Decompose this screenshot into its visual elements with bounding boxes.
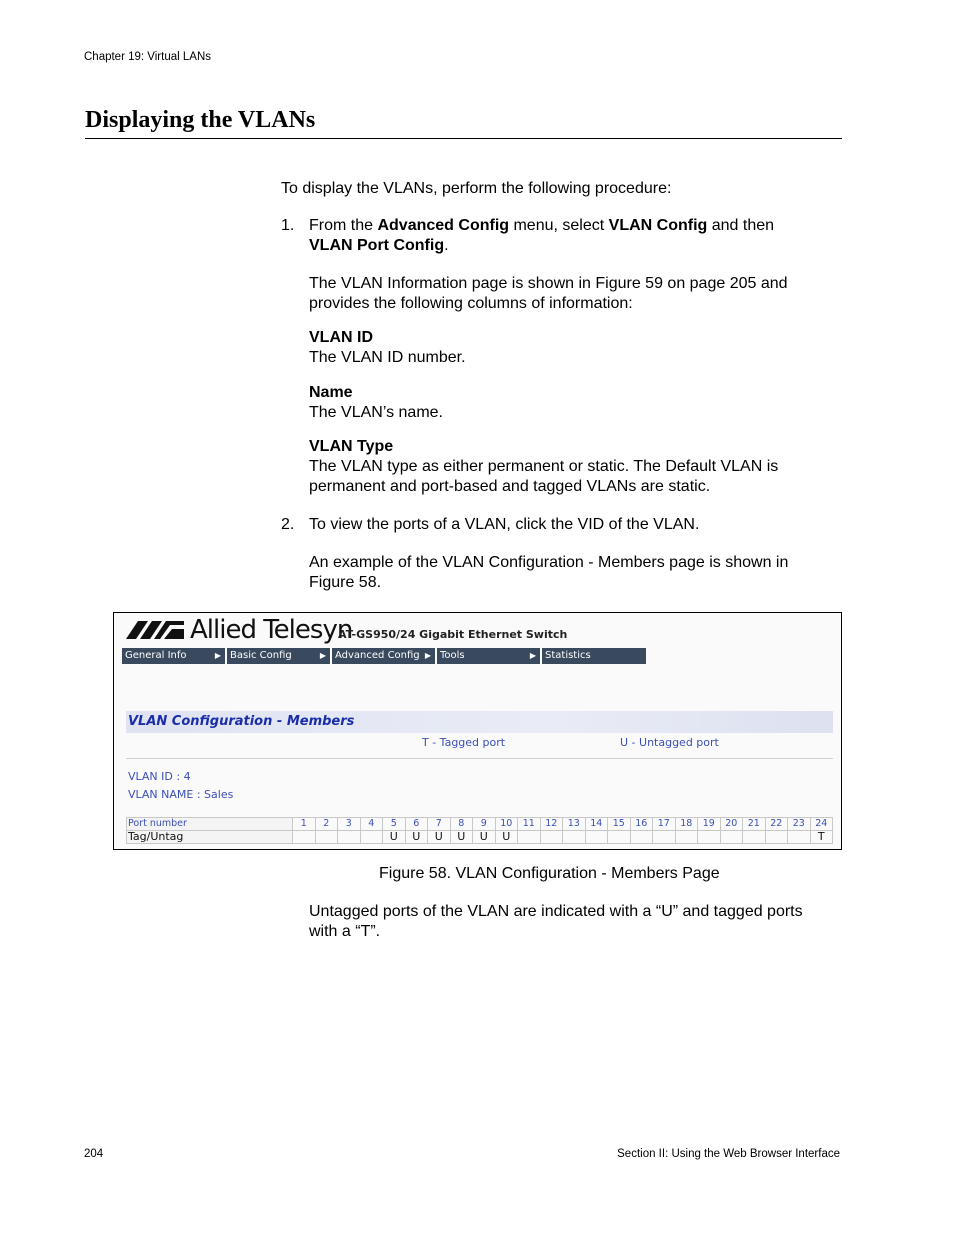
port-number-cell[interactable]: 10 (495, 818, 518, 831)
port-number-cell[interactable]: 3 (338, 818, 361, 831)
triangle-right-icon: ▶ (529, 651, 536, 660)
port-number-cell[interactable]: 8 (450, 818, 473, 831)
figure-screenshot (113, 612, 842, 850)
tag-cell: U (428, 831, 451, 844)
step-2-number: 2. (281, 516, 295, 533)
triangle-right-icon: ▶ (319, 651, 326, 660)
vlan-name-value: VLAN NAME : Sales (128, 788, 234, 801)
port-number-cell[interactable]: 2 (315, 818, 338, 831)
section-title: Displaying the VLANs (85, 107, 842, 139)
tag-cell (608, 831, 631, 844)
legend-untagged: U - Untagged port (620, 736, 719, 749)
brand-logo-text: Allied Telesyn (190, 615, 353, 645)
tag-cell (338, 831, 361, 844)
port-number-label: Port number (127, 818, 293, 831)
tag-cell: U (405, 831, 428, 844)
tag-cell (540, 831, 563, 844)
port-number-cell[interactable]: 14 (585, 818, 608, 831)
port-number-cell[interactable]: 6 (405, 818, 428, 831)
menu-advanced-config[interactable]: Advanced Config ▶ (332, 648, 435, 664)
port-number-cell[interactable]: 12 (540, 818, 563, 831)
tag-cell (698, 831, 721, 844)
port-number-cell[interactable]: 4 (360, 818, 383, 831)
page-number: 204 (84, 1148, 104, 1160)
tag-cell: U (473, 831, 496, 844)
port-number-cell[interactable]: 18 (675, 818, 698, 831)
menu-tools[interactable]: Tools ▶ (437, 648, 540, 664)
running-header: Chapter 19: Virtual LANs (84, 51, 211, 63)
definition-vlan-id: VLAN ID The VLAN ID number. (309, 329, 466, 366)
port-number-cell[interactable]: 5 (383, 818, 406, 831)
tag-cell (585, 831, 608, 844)
config-page-title: VLAN Configuration - Members (128, 714, 355, 729)
tag-cell (675, 831, 698, 844)
vlan-id-value: VLAN ID : 4 (128, 770, 191, 783)
port-number-cell[interactable]: 20 (720, 818, 743, 831)
tag-cell: U (495, 831, 518, 844)
tag-cell: T (810, 831, 833, 844)
closing-paragraph: Untagged ports of the VLAN are indicated with a “U” and tagged ports with a “T”. (309, 903, 803, 940)
port-membership-table (126, 817, 833, 844)
legend-tagged: T - Tagged port (422, 736, 506, 749)
tag-cell (720, 831, 743, 844)
running-footer: Section II: Using the Web Browser Interface (617, 1148, 840, 1160)
step-2-detail: An example of the VLAN Configuration - Members page is shown in Figure 58. (309, 554, 789, 591)
port-number-cell[interactable]: 13 (563, 818, 586, 831)
menu-statistics[interactable]: Statistics (542, 648, 646, 664)
menu-general-info[interactable]: General Info ▶ (122, 648, 225, 664)
port-number-cell[interactable]: 17 (653, 818, 676, 831)
port-number-cell[interactable]: 24 (810, 818, 833, 831)
tag-untag-label: Tag/Untag (127, 831, 293, 844)
menu-basic-config[interactable]: Basic Config ▶ (227, 648, 330, 664)
menu-bar (122, 648, 648, 664)
port-number-row (127, 818, 833, 831)
tag-cell (743, 831, 766, 844)
tag-cell (293, 831, 316, 844)
step-1-text: From the Advanced Config menu, select VLAN Config and then VLAN Port Config. (309, 217, 775, 254)
tag-cell (315, 831, 338, 844)
port-number-cell[interactable]: 21 (743, 818, 766, 831)
port-number-cell[interactable]: 19 (698, 818, 721, 831)
step-2-text: To view the ports of a VLAN, click the VID of the VLAN. (309, 516, 700, 533)
tag-cell (518, 831, 541, 844)
definition-name: Name The VLAN’s name. (309, 384, 443, 421)
definition-vlan-type: VLAN Type The VLAN type as either permanent or static. The Default VLAN is permanent and port-based and tagged VLANs are static. (309, 438, 779, 495)
tag-cell (788, 831, 811, 844)
tag-cell: U (383, 831, 406, 844)
tag-untag-row (127, 831, 833, 844)
tag-cell (653, 831, 676, 844)
triangle-right-icon: ▶ (424, 651, 431, 660)
port-number-cell[interactable]: 11 (518, 818, 541, 831)
port-number-cell[interactable]: 9 (473, 818, 496, 831)
tag-cell (360, 831, 383, 844)
allied-telesyn-logo-icon (124, 619, 188, 641)
tag-cell (630, 831, 653, 844)
triangle-right-icon: ▶ (214, 651, 221, 660)
port-number-cell[interactable]: 16 (630, 818, 653, 831)
tag-cell: U (450, 831, 473, 844)
divider (126, 758, 833, 759)
intro-paragraph: To display the VLANs, perform the following procedure: (281, 180, 672, 197)
step-1-detail: The VLAN Information page is shown in Figure 59 on page 205 and provides the following columns of information: (309, 275, 788, 312)
figure-caption: Figure 58. VLAN Configuration - Members Page (379, 865, 720, 882)
port-number-cell[interactable]: 7 (428, 818, 451, 831)
tag-cell (765, 831, 788, 844)
step-1-number: 1. (281, 217, 295, 234)
port-number-cell[interactable]: 22 (765, 818, 788, 831)
port-number-cell[interactable]: 15 (608, 818, 631, 831)
port-number-cell[interactable]: 1 (293, 818, 316, 831)
device-model: AT-GS950/24 Gigabit Ethernet Switch (338, 628, 568, 641)
port-number-cell[interactable]: 23 (788, 818, 811, 831)
tag-cell (563, 831, 586, 844)
